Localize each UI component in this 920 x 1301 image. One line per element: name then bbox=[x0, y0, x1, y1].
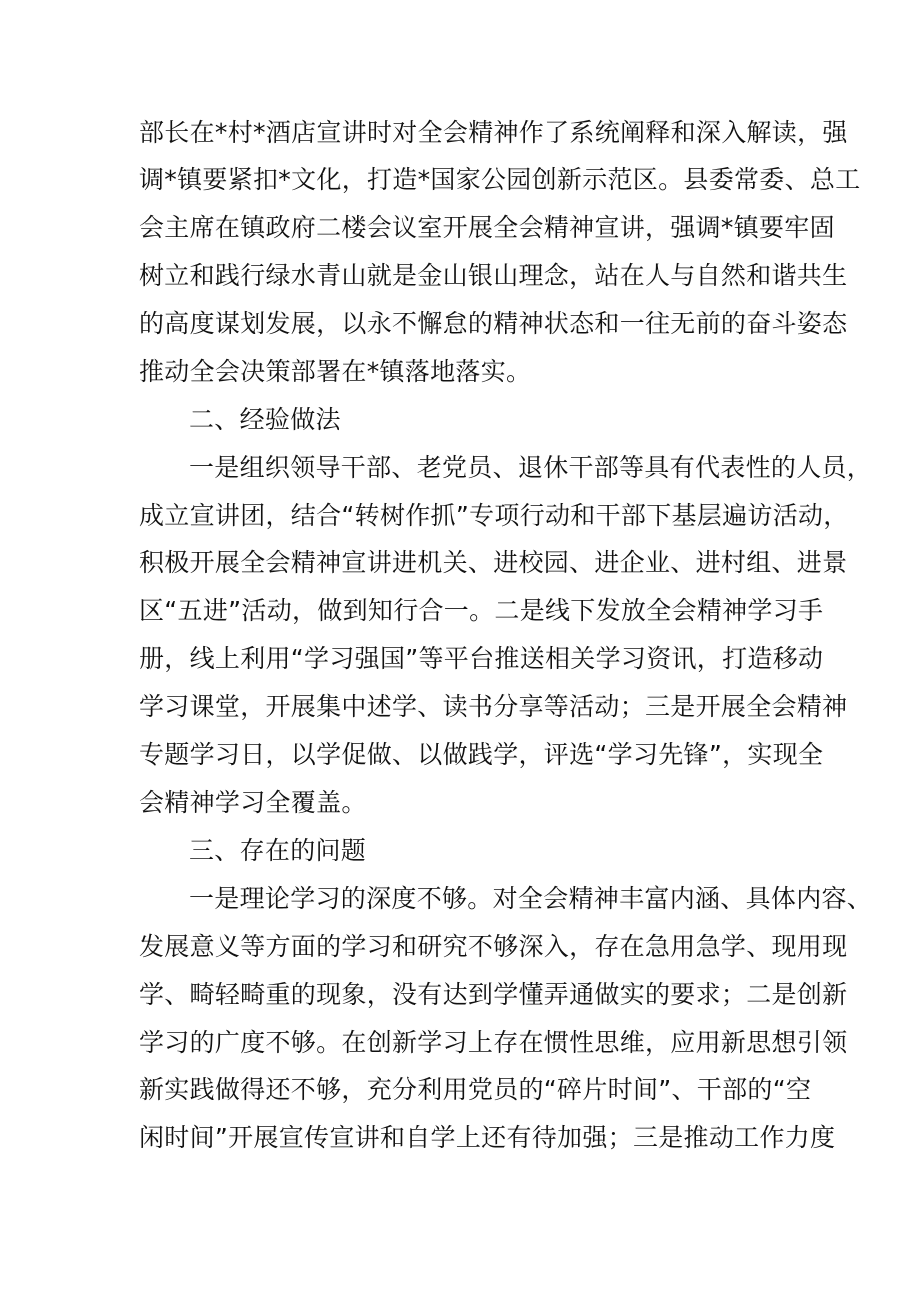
paragraph-line: 学习的广度不够。在创新学习上存在惯性思维，应用新思想引领 bbox=[139, 1028, 848, 1057]
section-heading: 三、存在的问题 bbox=[189, 836, 367, 865]
paragraph-line: 成立宣讲团，结合“转树作抓”专项行动和干部下基层遍访活动， bbox=[139, 501, 849, 530]
paragraph-line: 新实践做得还不够，充分利用党员的“碎片时间”、干部的“空 bbox=[139, 1075, 812, 1104]
paragraph-line: 一是理论学习的深度不够。对全会精神丰富内涵、具体内容、 bbox=[189, 884, 873, 913]
paragraph-line: 学、畸轻畸重的现象，没有达到学懂弄通做实的要求；二是创新 bbox=[139, 980, 848, 1009]
paragraph-line: 会精神学习全覆盖。 bbox=[139, 788, 367, 817]
paragraph-line: 调*镇要紧扣*文化，打造*国家公园创新示范区。县委常委、总工 bbox=[139, 165, 861, 194]
paragraph-line: 树立和践行绿水青山就是金山银山理念，站在人与自然和谐共生 bbox=[139, 261, 848, 290]
paragraph-line: 专题学习日，以学促做、以做践学，评选“学习先锋”，实现全 bbox=[139, 740, 824, 769]
paragraph-line: 的高度谋划发展，以永不懈怠的精神状态和一往无前的奋斗姿态 bbox=[139, 309, 848, 338]
paragraph-line: 推动全会决策部署在*镇落地落实。 bbox=[139, 357, 532, 386]
paragraph-line: 学习课堂，开展集中述学、读书分享等活动；三是开展全会精神 bbox=[139, 692, 848, 721]
paragraph-line: 区“五进”活动，做到知行合一。二是线下发放全会精神学习手 bbox=[139, 596, 824, 625]
paragraph-line: 一是组织领导干部、老党员、退休干部等具有代表性的人员， bbox=[189, 453, 873, 482]
paragraph-line: 部长在*村*酒店宣讲时对全会精神作了系统阐释和深入解读，强 bbox=[139, 118, 848, 147]
paragraph-line: 册，线上利用“学习强国”等平台推送相关学习资讯，打造移动 bbox=[139, 644, 824, 673]
paragraph-line: 闲时间”开展宣传宣讲和自学上还有待加强；三是推动工作力度 bbox=[139, 1123, 836, 1152]
paragraph-line: 积极开展全会精神宣讲进机关、进校园、进企业、进村组、进景 bbox=[139, 548, 848, 577]
paragraph-line: 会主席在镇政府二楼会议室开展全会精神宣讲，强调*镇要牢固 bbox=[139, 213, 835, 242]
paragraph-line: 发展意义等方面的学习和研究不够深入，存在急用急学、现用现 bbox=[139, 932, 848, 961]
section-heading: 二、经验做法 bbox=[189, 405, 341, 434]
